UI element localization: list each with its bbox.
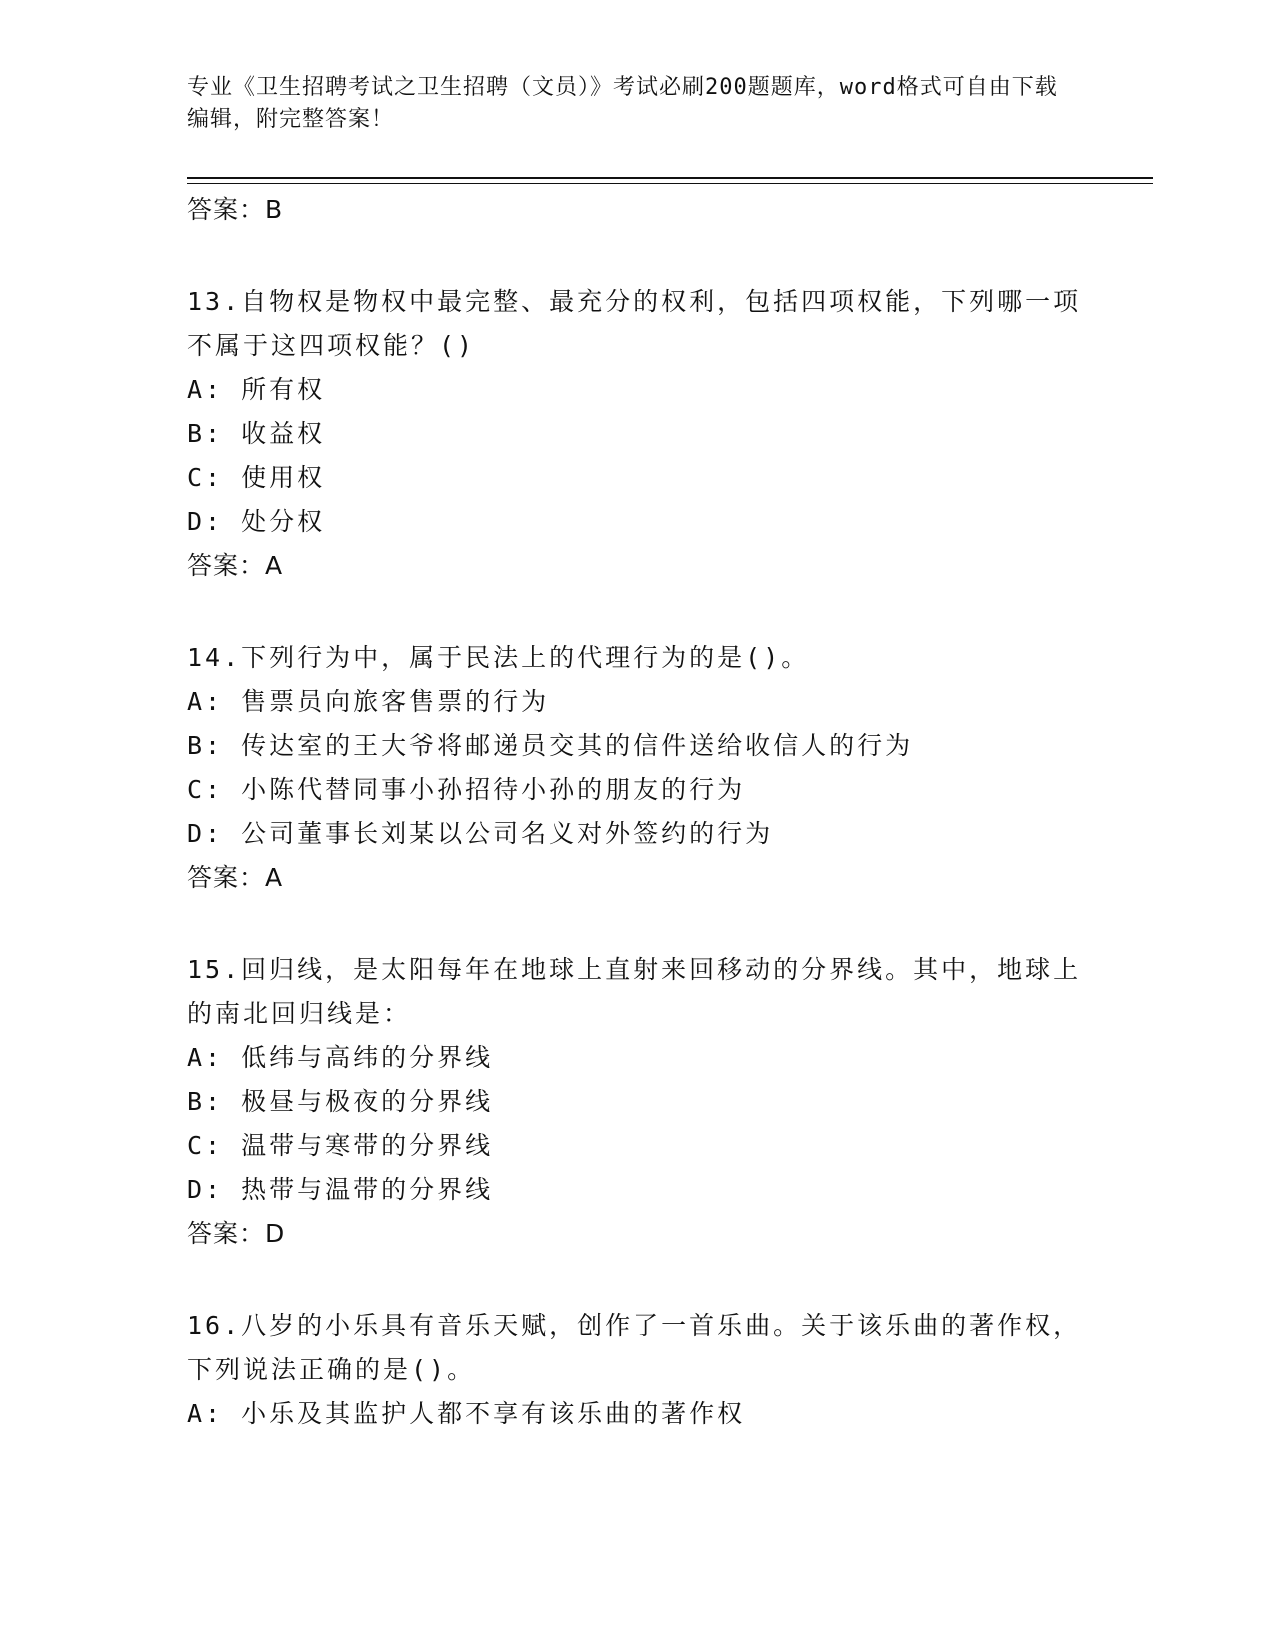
answer-line: 答案：A [187,551,284,580]
option-d: D: 热带与温带的分界线 [187,1175,494,1204]
question-item [187,636,1087,900]
header-divider-thin [187,183,1153,184]
spacer [187,588,1087,636]
question-item [187,1304,1087,1436]
spacer [187,232,1087,280]
question-stem: 16.八岁的小乐具有音乐天赋，创作了一首乐曲。关于该乐曲的著作权，下列说法正确的是()。 [187,1311,1082,1384]
option-d: D: 处分权 [187,507,326,536]
answer-line: 答案：D [187,1219,286,1248]
option-c: C: 小陈代替同事小孙招待小孙的朋友的行为 [187,775,746,804]
document-header: 专业《卫生招聘考试之卫生招聘（文员）》考试必刷200题题库，word格式可自由下载编辑，附完整答案！ [187,75,1058,132]
option-a: A: 小乐及其监护人都不享有该乐曲的著作权 [187,1399,746,1428]
option-c: C: 温带与寒带的分界线 [187,1131,494,1160]
option-a: A: 所有权 [187,375,326,404]
option-b: B: 收益权 [187,419,326,448]
question-item [187,948,1087,1256]
answer-line: 答案：B [187,195,284,224]
spacer [187,1256,1087,1304]
option-b: B: 极昼与极夜的分界线 [187,1087,494,1116]
option-a: A: 售票员向旅客售票的行为 [187,687,550,716]
question-item [187,280,1087,588]
question-stem: 14.下列行为中，属于民法上的代理行为的是()。 [187,643,810,672]
header-divider-thick [187,177,1153,179]
answer-line: 答案：A [187,863,284,892]
question-stem: 15.回归线，是太阳每年在地球上直射来回移动的分界线。其中，地球上的南北回归线是： [187,955,1082,1028]
question-list [187,188,1087,1436]
option-a: A: 低纬与高纬的分界线 [187,1043,494,1072]
option-d: D: 公司董事长刘某以公司名义对外签约的行为 [187,819,774,848]
question-stem: 13.自物权是物权中最完整、最充分的权利，包括四项权能，下列哪一项不属于这四项权能？() [187,287,1082,360]
spacer [187,900,1087,948]
option-b: B: 传达室的王大爷将邮递员交其的信件送给收信人的行为 [187,731,914,760]
option-c: C: 使用权 [187,463,326,492]
